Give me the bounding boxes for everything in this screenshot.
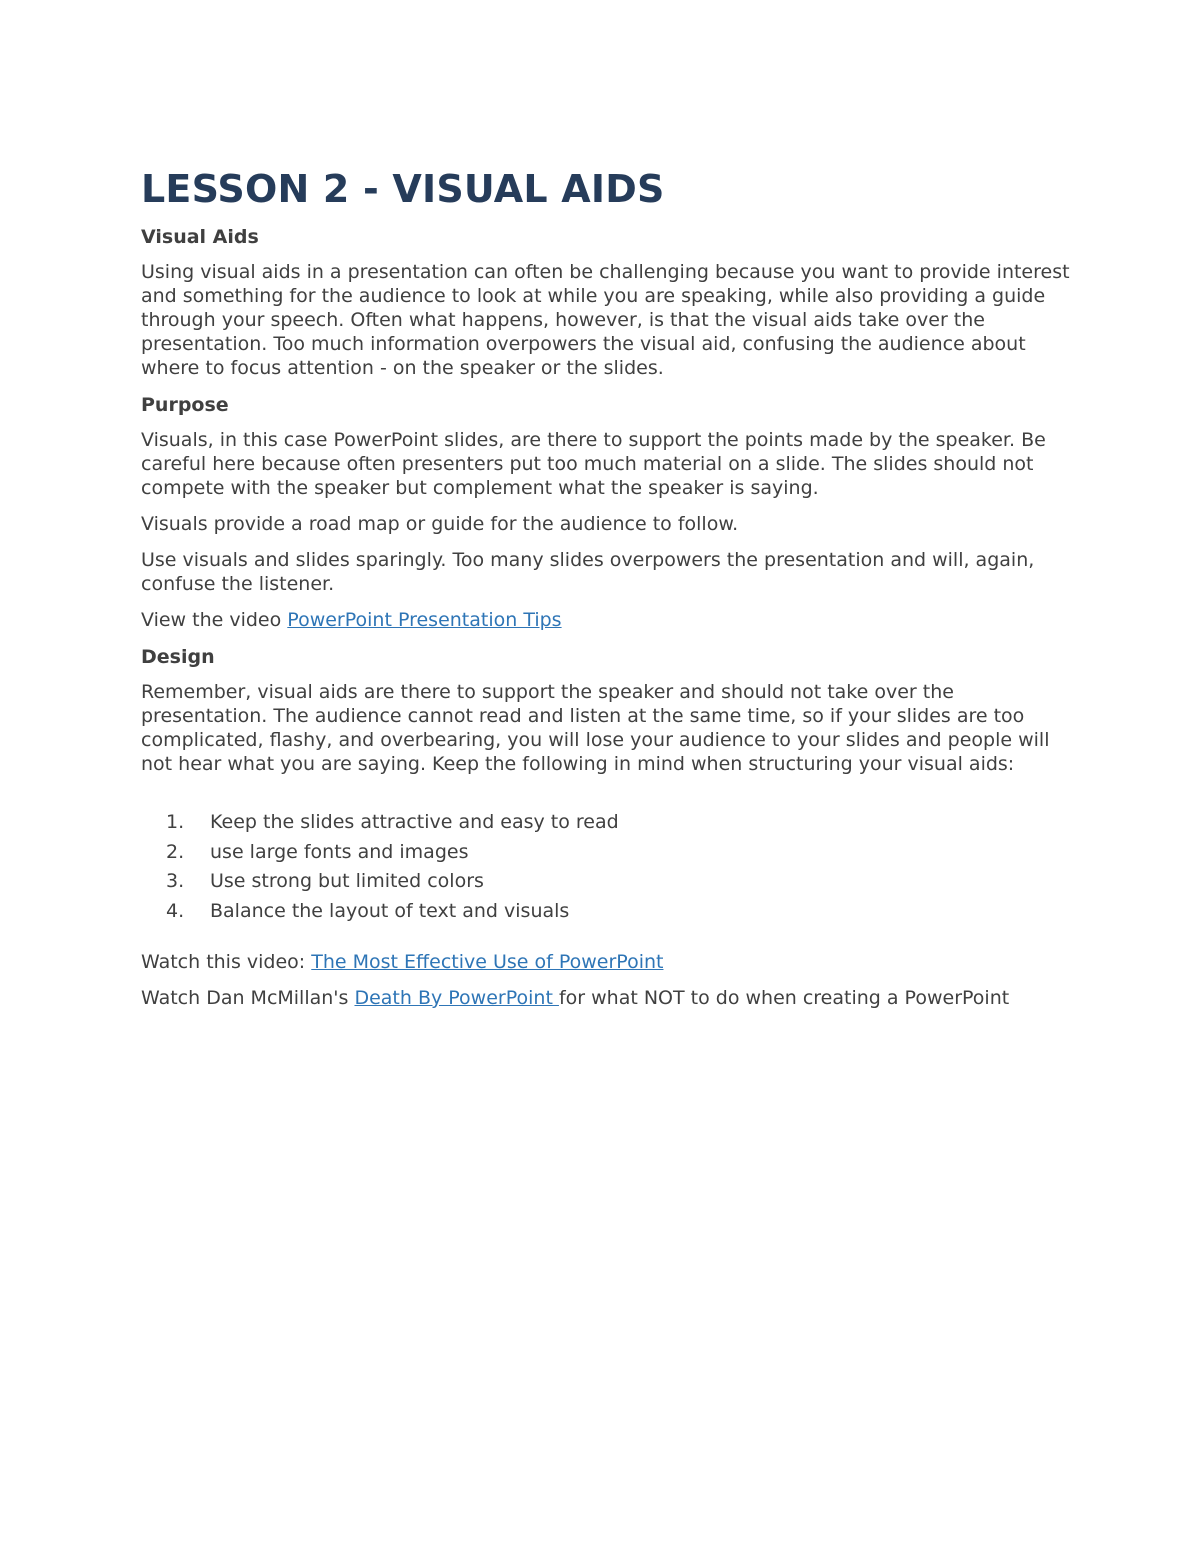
list-item-number: 2. <box>166 840 185 863</box>
list-item-text: use large fonts and images <box>210 840 469 863</box>
purpose-paragraph-3: Use visuals and slides sparingly. Too many slides overpowers the presentation and will, again, confuse the listener. <box>141 549 1035 595</box>
list-item <box>141 838 1071 868</box>
list-item-number: 3. <box>166 870 185 892</box>
powerpoint-presentation-tips-link[interactable]: PowerPoint Presentation Tips <box>287 609 562 631</box>
death-by-powerpoint-prefix: Watch Dan McMillan's <box>141 987 355 1009</box>
death-by-powerpoint-suffix: for what NOT to do when creating a PowerPoint <box>558 987 1010 1009</box>
list-item-text: Balance the layout of text and visuals <box>210 899 570 922</box>
section-heading-purpose: Purpose <box>141 394 229 416</box>
death-by-powerpoint-line <box>141 986 1071 1010</box>
section-heading-visual-aids: Visual Aids <box>141 226 259 248</box>
document-title: LESSON 2 - VISUAL AIDS <box>141 167 665 211</box>
section-heading-design: Design <box>141 646 215 668</box>
list-item <box>141 808 1071 838</box>
death-by-powerpoint-link[interactable]: Death By PowerPoint <box>354 987 559 1009</box>
list-item <box>141 897 1071 927</box>
list-item <box>141 867 1071 897</box>
list-item-number: 4. <box>166 899 185 922</box>
list-item-text: Use strong but limited colors <box>210 870 484 892</box>
document-page <box>141 160 1071 1010</box>
watch-video-line <box>141 950 1071 974</box>
most-effective-use-link[interactable]: The Most Effective Use of PowerPoint <box>311 951 664 973</box>
design-paragraph: Remember, visual aids are there to support the speaker and should not take over the presentation. The audience cannot read and listen at the same time, so if your slides are too complicated, flashy, and overbearing, you will lose your audience to your slides and people will not hear what you are saying. Keep the following in mind when structuring your visual aids: <box>141 681 1050 775</box>
design-tips-list <box>141 808 1071 926</box>
list-item-number: 1. <box>166 811 185 833</box>
purpose-video-prefix: View the video <box>141 609 288 631</box>
visual-aids-paragraph: Using visual aids in a presentation can often be challenging because you want to provide interest and something for the audience to look at while you are speaking, while also providing a guide through your speech. Often what happens, however, is that the visual aids take over the presentation. Too much information overpowers the visual aid, confusing the audience about where to focus attention - on the speaker or the slides. <box>141 261 1070 379</box>
list-item-text: Keep the slides attractive and easy to read <box>210 811 619 833</box>
purpose-paragraph-2: Visuals provide a road map or guide for the audience to follow. <box>141 513 739 535</box>
purpose-video-line <box>141 608 1071 632</box>
watch-video-prefix: Watch this video: <box>141 951 312 973</box>
purpose-paragraph-1: Visuals, in this case PowerPoint slides, are there to support the points made by the speaker. Be careful here because often presenters put too much material on a slide. The slides should not compete with the speaker but complement what the speaker is saying. <box>141 429 1046 499</box>
